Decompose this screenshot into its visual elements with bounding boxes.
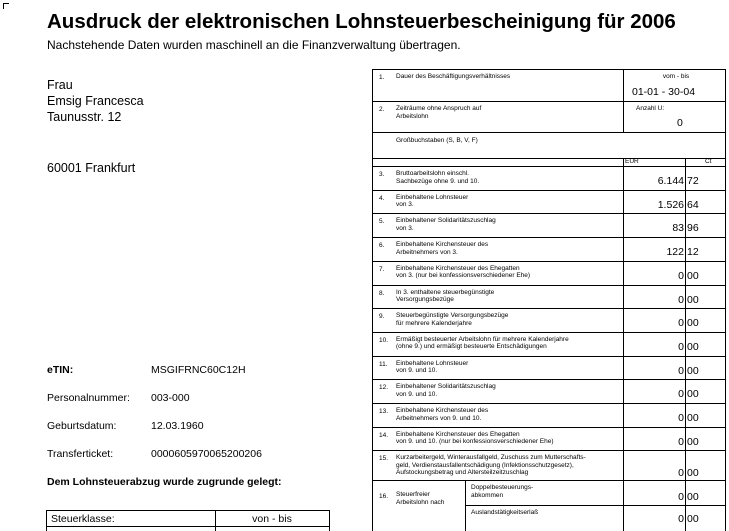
row-label — [396, 407, 626, 422]
ct-value: 96 — [687, 222, 699, 235]
eur-value: 0 — [678, 435, 684, 448]
row-number: 1. — [379, 74, 385, 81]
row-label-line: abkommen — [471, 491, 504, 499]
address-name: Emsig Francesca — [47, 94, 144, 108]
row-label — [396, 170, 626, 185]
row-label-line: Versorgungsbezüge — [396, 296, 454, 303]
page-title: Ausdruck der elektronischen Lohnsteuerbescheinigung für 2006 — [47, 10, 676, 33]
tax-class-table — [46, 510, 330, 531]
table-row — [373, 166, 725, 190]
tax-class-period-header: von - bis — [252, 513, 292, 525]
row-number: 15. — [379, 455, 389, 462]
ct-value: 00 — [687, 388, 699, 401]
ct-value: 00 — [687, 293, 699, 306]
transfer-ticket-value: 0000605970065200206 — [151, 448, 262, 460]
row-label-line: von 9. und 10. (nur bei konfessionsverschiedener Ehe) — [396, 438, 554, 446]
personal-number-value: 003-000 — [151, 392, 190, 404]
row-label-line: Aufstockungsbetrag und Altersteilzeitzuschlag — [396, 469, 529, 476]
row-15 — [373, 450, 725, 480]
row-label-line: Einbehaltene Kirchensteuer des — [396, 241, 489, 249]
row-label: Großbuchstaben (S, B, V, F) — [396, 137, 478, 144]
row-label-line: Arbeitslohn — [396, 112, 429, 120]
table-row — [373, 285, 725, 309]
eur-value: 0 — [678, 467, 684, 479]
table-row — [373, 403, 725, 427]
address-salutation: Frau — [47, 78, 73, 92]
row-label-line: Einbehaltener Solidaritätszuschlag — [396, 217, 496, 225]
ct-value: 00 — [687, 364, 699, 377]
ct-value: 00 — [687, 317, 699, 330]
row-label-line: Einbehaltene Kirchensteuer des Ehegatten — [396, 430, 520, 438]
row-label-line: Ermäßigt besteuerter Arbeitslohn für mehrere Kalenderjahre — [396, 335, 569, 343]
row-16-subline — [465, 505, 725, 506]
row-label — [396, 265, 626, 280]
ct-value: 64 — [687, 198, 699, 211]
table-row — [373, 237, 725, 261]
address-block — [47, 77, 144, 125]
row-label-line: Zeiträume ohne Anspruch auf — [396, 105, 482, 112]
row-label-line: Arbeitslohn nach — [396, 498, 445, 506]
row-label-line: Kurzarbeitergeld, Winterausfallgeld, Zuschuss zum Mutterschafts- — [396, 454, 586, 461]
basis-heading: Dem Lohnsteuerabzug wurde zugrunde gelegt: — [47, 476, 282, 488]
row-label — [396, 383, 626, 398]
currency-header — [373, 158, 725, 166]
count-header: Anzahl U: — [636, 105, 665, 112]
page-subtitle: Nachstehende Daten wurden maschinell an die Finanzverwaltung übertragen. — [47, 38, 461, 52]
table-row — [373, 261, 725, 285]
row-label-line: Einbehaltene Lohnsteuer — [396, 193, 469, 201]
row-label-line: Steuerbegünstigte Versorgungsbezüge — [396, 312, 509, 320]
period-header: vom - bis — [662, 73, 690, 80]
row-label-line: Steuerfreier — [396, 491, 430, 498]
row-number: 13. — [379, 408, 389, 415]
row-label-line: von 9. und 10. — [396, 390, 438, 398]
row-number: 6. — [379, 242, 385, 250]
row-number: 5. — [379, 218, 385, 226]
ct-value: 00 — [687, 412, 699, 424]
ct-value: 00 — [687, 491, 699, 503]
row-number: 11. — [379, 360, 388, 368]
row-1 — [373, 70, 725, 101]
ct-header: Ct — [705, 158, 712, 165]
row-label-line: geld, Verdienstausfallentschädigung (Infektionsschutzgesetz), — [396, 461, 574, 469]
ausland-label: Auslandstätigkeitserlaß — [471, 509, 539, 516]
table-row — [373, 427, 725, 451]
eur-value: 0 — [678, 513, 684, 525]
row-number: 9. — [379, 313, 385, 321]
row-label-line: Einbehaltener Solidaritätszuschlag — [396, 383, 496, 391]
row-label-line: Einbehaltene Kirchensteuer des — [396, 407, 489, 414]
period-value: 01-01 - 30-04 — [632, 86, 696, 98]
table-row — [373, 379, 725, 403]
eur-value: 0 — [678, 340, 684, 353]
address-street: Taunusstr. 12 — [47, 110, 122, 124]
eur-value: 0 — [678, 364, 684, 377]
row-label-line: von 3. — [396, 201, 414, 209]
row-number: 16. — [379, 493, 389, 500]
birth-date-value: 12.03.1960 — [151, 420, 204, 432]
row-number: 7. — [379, 265, 385, 273]
row-2 — [373, 101, 725, 132]
corner-mark — [3, 3, 9, 9]
row-label-line: Einbehaltene Kirchensteuer des Ehegatten — [396, 264, 520, 272]
eur-value: 0 — [678, 269, 684, 282]
row-label-line: Einbehaltene Lohnsteuer — [396, 359, 469, 367]
eur-value: 0 — [678, 293, 684, 306]
ct-value: 72 — [687, 175, 699, 187]
personal-number-label: Personalnummer: — [47, 392, 130, 404]
transfer-ticket-label: Transferticket: — [47, 448, 114, 460]
row-16 — [373, 480, 725, 531]
table-row — [373, 356, 725, 380]
etin-value: MSGIFRNC60C12H — [151, 364, 246, 376]
eur-value: 0 — [678, 388, 684, 401]
row-label-line: für mehrere Kalenderjahre — [396, 319, 472, 327]
row-number: 8. — [379, 289, 385, 297]
row-label-line: von 3. — [396, 224, 414, 232]
ct-value: 12 — [687, 246, 699, 259]
row-label — [396, 431, 626, 446]
eur-value: 0 — [678, 412, 684, 424]
row-label-line: Arbeitnehmers von 3. — [396, 248, 458, 256]
birth-date-label: Geburtsdatum: — [47, 420, 117, 432]
row-16-divider — [465, 481, 466, 531]
eur-value: 83 — [672, 222, 684, 235]
row-number: 2. — [379, 106, 385, 113]
ct-value: 00 — [687, 513, 699, 525]
row-label: Dauer des Beschäftigungsverhältnisses — [396, 73, 511, 80]
row-number: 4. — [379, 194, 385, 202]
row-label-line: von 9. und 10. — [396, 367, 438, 375]
row-label — [396, 454, 621, 477]
eur-value: 0 — [678, 491, 684, 503]
eur-value: 1.526 — [657, 198, 684, 211]
row-number: 14. — [379, 431, 389, 439]
row-label — [396, 360, 626, 375]
row-label-line: Sachbezüge ohne 9. und 10. — [396, 177, 480, 185]
row-label — [396, 336, 626, 351]
row-number: 10. — [379, 336, 389, 344]
etin-label: eTIN: — [47, 364, 74, 376]
table-row — [373, 308, 725, 332]
row-label — [396, 241, 626, 256]
row-label — [396, 491, 466, 506]
row-2-letters — [373, 132, 725, 158]
row-number: 3. — [379, 171, 385, 178]
dba-label — [471, 484, 533, 499]
row-label — [396, 194, 626, 209]
row-label-line: von 3. (nur bei konfessionsverschiedener Ehe) — [396, 272, 531, 280]
ct-value: 00 — [687, 269, 699, 282]
row-label-line: Doppelbesteuerungs- — [471, 484, 534, 491]
row-label — [396, 312, 626, 327]
eur-value: 122 — [666, 246, 684, 259]
eur-header: EUR — [625, 158, 639, 165]
row-label-line: (ohne 9.) und ermäßigt besteuerte Entschädigungen — [396, 343, 547, 351]
table-row — [373, 332, 725, 356]
row-label-line: In 3. enthaltene steuerbegünstigte — [396, 288, 495, 296]
ct-value: 00 — [687, 340, 699, 353]
tax-certificate-table — [372, 69, 726, 531]
row-number: 12. — [379, 384, 389, 392]
table-row — [373, 190, 725, 214]
ct-value: 00 — [687, 435, 699, 448]
tax-class-header: Steuerklasse: — [51, 513, 115, 525]
row-label-line: Bruttoarbeitslohn einschl. — [396, 170, 469, 177]
row-label — [396, 289, 626, 304]
eur-value: 0 — [678, 317, 684, 330]
ct-value: 00 — [687, 467, 699, 479]
address-city: 60001 Frankfurt — [47, 161, 136, 175]
row-label-line: Arbeitnehmers von 9. und 10. — [396, 414, 482, 422]
count-value: 0 — [677, 117, 683, 129]
row-label — [396, 105, 626, 120]
row-label — [396, 217, 626, 232]
tax-class-header-line — [47, 526, 329, 527]
eur-value: 6.144 — [657, 175, 684, 187]
table-row — [373, 213, 725, 237]
